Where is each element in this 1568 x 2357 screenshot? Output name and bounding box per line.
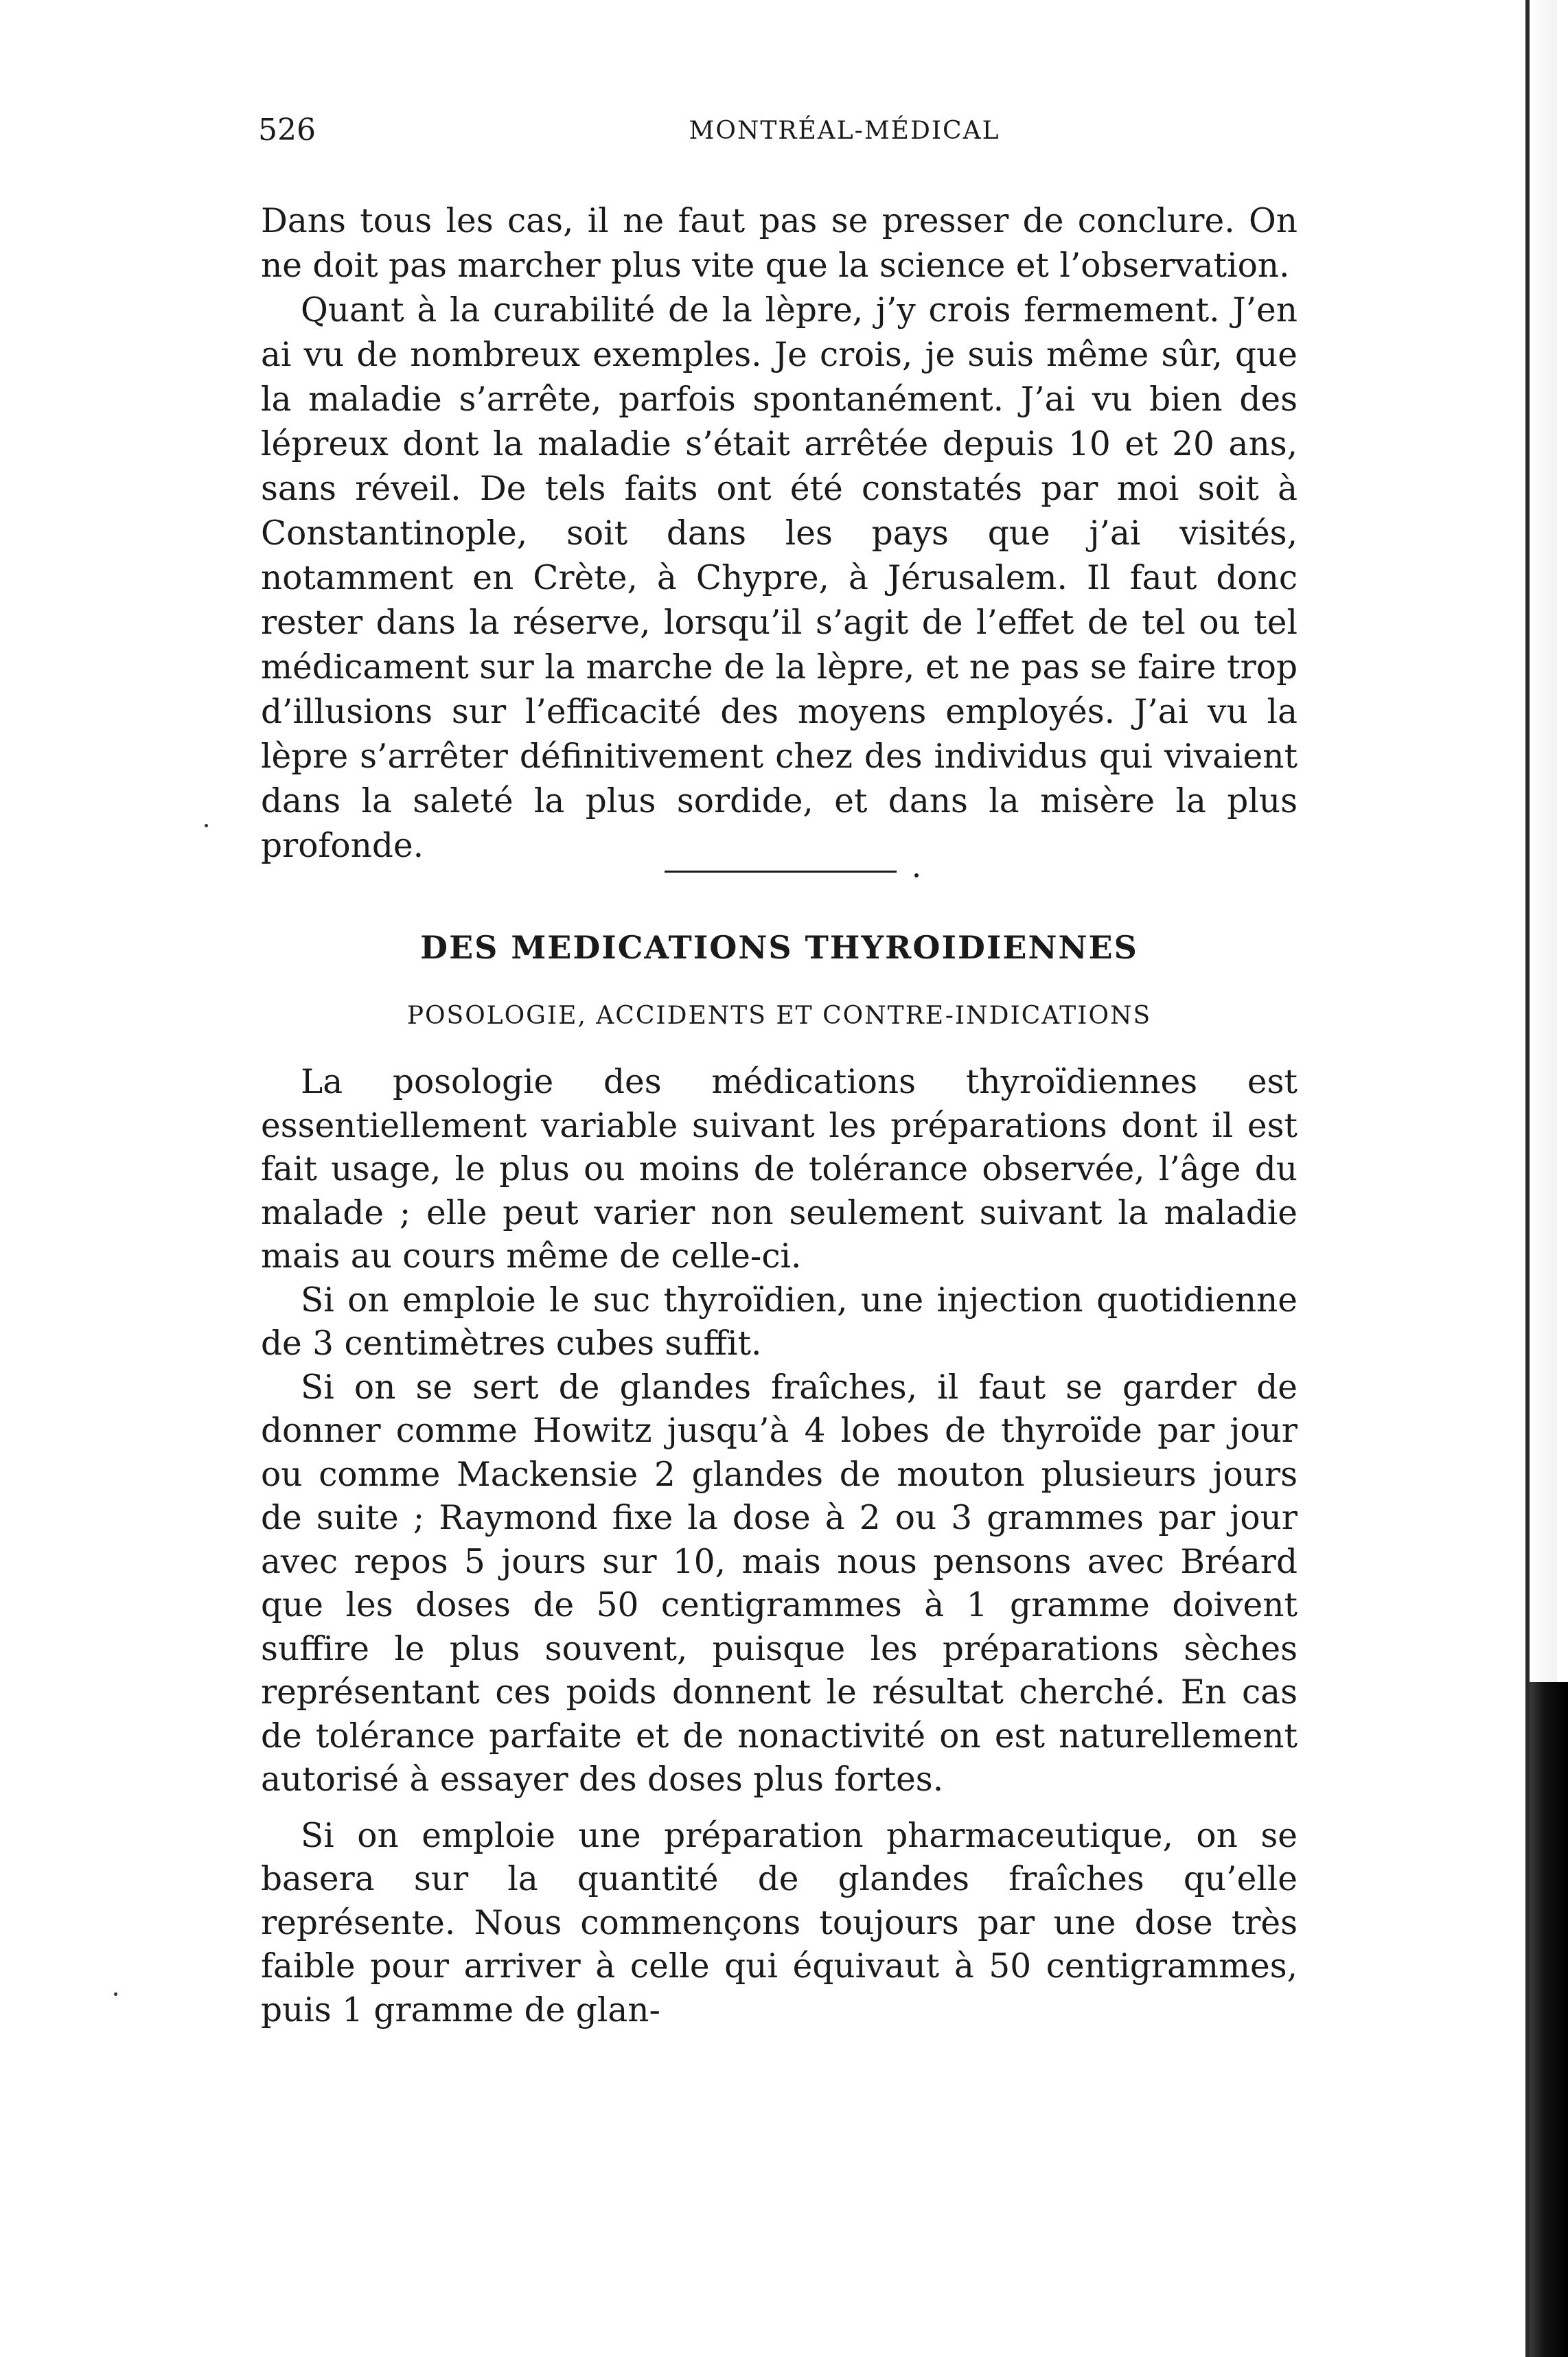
margin-speck xyxy=(114,1992,117,1996)
section-previous-article xyxy=(261,199,1298,869)
article-title: DES MEDICATIONS THYROIDIENNES xyxy=(420,929,1138,966)
scan-edge-dark xyxy=(1530,1682,1568,2357)
paragraph: Si on emploie le suc thyroïdien, une injection quotidienne de 3 centimètres cubes suffit. xyxy=(261,1280,1298,1363)
paragraph: La posologie des médications thyroïdiennes est essentiellement variable suivant les préparations dont il est fait usage, le plus ou moins de tolérance observée, l’âge du malade ; elle peut varier non seulement suivant la maladie mais au cours même de celle-ci. xyxy=(261,1063,1298,1276)
paragraph: Si on emploie une préparation pharmaceutique, on se basera sur la quantité de glandes fraîches qu’elle représente. Nous commençons toujours par une dose très faible pour arriver à celle qui équivaut à 50 centigrammes, puis 1 gramme de glan- xyxy=(261,1816,1298,2030)
page-number: 526 xyxy=(258,113,316,148)
separator-dot xyxy=(914,873,919,877)
running-head: MONTRÉAL-MÉDICAL xyxy=(689,117,1000,145)
paragraph: Dans tous les cas, il ne faut pas se presser de conclure. On ne doit pas marcher plus vite que la science et l’observation. xyxy=(261,202,1298,285)
paragraph: Quant à la curabilité de la lèpre, j’y crois fermement. J’en ai vu de nombreux exemples. Je crois, je suis même sûr, que la maladie s’arrête, parfois spontanément. J’ai vu bien des lépreux dont la maladie s’était arrêtée depuis 10 et 20 ans, sans réveil. De tels faits ont été constatés par moi soit à Constantinople, soit dans les pays que j’ai visités, notamment en Crète, à Chypre, à Jérusalem. Il faut donc rester dans la réserve, lorsqu’il s’agit de l’effet de tel ou tel médicament sur la marche de la lèpre, et ne pas se faire trop d’illusions sur l’efficacité des moyens employés. J’ai vu la lèpre s’arrêter définitivement chez des individus qui vivaient dans la saleté la plus sordide, et dans la misère la plus profonde. xyxy=(261,291,1298,865)
section-separator xyxy=(665,871,897,873)
margin-speck xyxy=(205,824,208,827)
article-subtitle: POSOLOGIE, ACCIDENTS ET CONTRE-INDICATIONS xyxy=(406,1002,1152,1030)
paragraph: Si on se sert de glandes fraîches, il faut se garder de donner comme Howitz jusqu’à 4 lobes de thyroïde par jour ou comme Mackensie 2 glandes de mouton plusieurs jours de suite ; Raymond fixe la dose à 2 ou 3 grammes par jour avec repos 5 jours sur 10, mais nous pensons avec Bréard que les doses de 50 centigrammes à 1 gramme doivent suffire le plus souvent, puisque les préparations sèches représentant ces poids donnent le résultat cherché. En cas de tolérance parfaite et de nonactivité on est naturellement autorisé à essayer des doses plus fortes. xyxy=(261,1368,1298,1799)
scan-margin-shadow xyxy=(1530,0,1557,1682)
article-body xyxy=(261,1061,1298,2032)
